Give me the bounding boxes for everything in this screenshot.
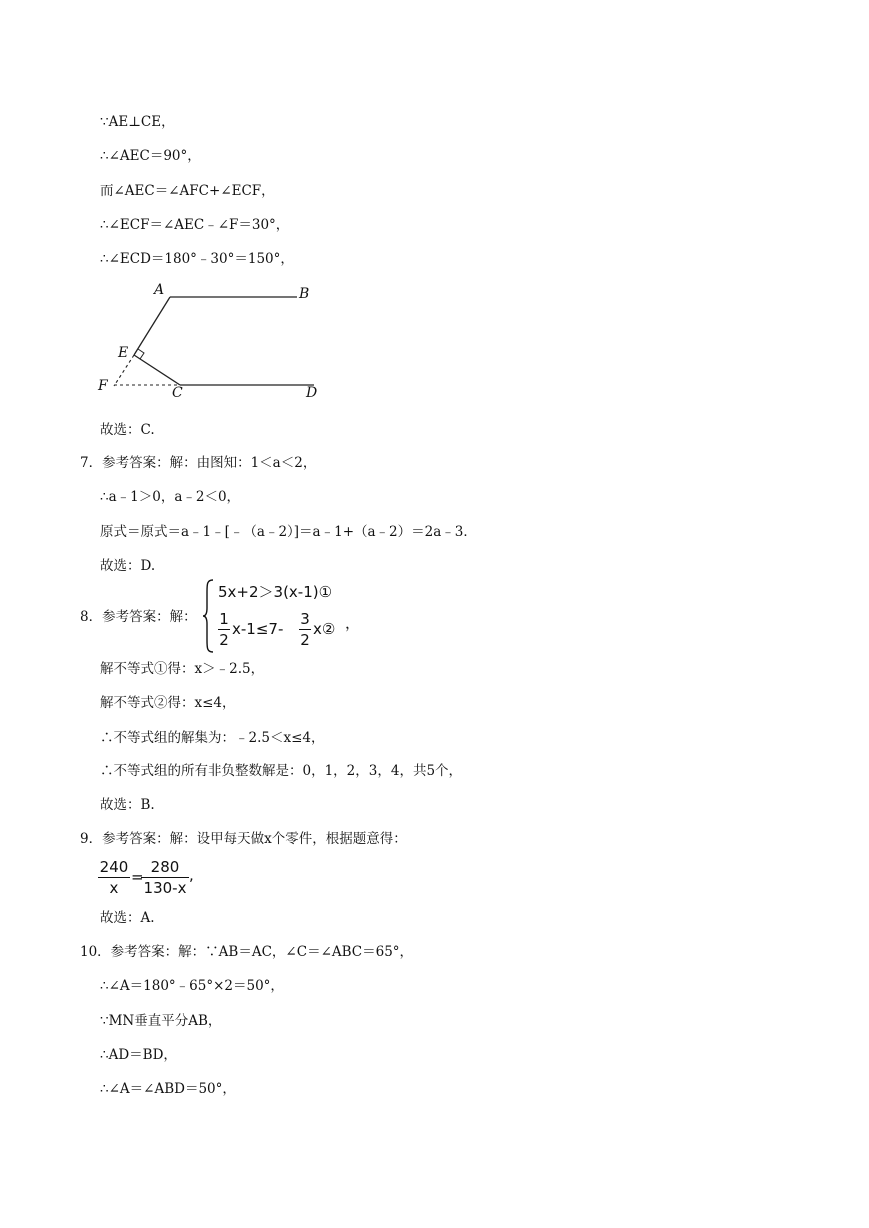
- q8-line-4: ∴不等式组的解集为：﹣2.5＜x≤4，: [100, 730, 325, 746]
- eq9-left-num: 240: [99, 858, 129, 876]
- brace-icon: [202, 578, 214, 654]
- answer-6: 故选：C.: [100, 422, 155, 438]
- system-trailing-comma: ，: [345, 614, 361, 632]
- label-f: F: [98, 378, 108, 394]
- q10-line-3: ∵MN垂直平分AB，: [100, 1013, 222, 1029]
- label-e: E: [118, 345, 129, 361]
- answer-8: 故选：B.: [100, 797, 155, 813]
- frac-1-den: 2: [219, 631, 229, 649]
- line-angle-ecf: ∴∠ECF＝∠AEC﹣∠F＝30°，: [100, 217, 290, 233]
- q10-line-4: ∴AD＝BD，: [100, 1047, 177, 1063]
- q8-line-2: 解不等式①得：x＞﹣2.5，: [100, 661, 265, 677]
- line-ae: [134, 297, 170, 355]
- line-ae-perp-ce: ∵AE⊥CE，: [100, 114, 175, 130]
- geometry-svg: [92, 282, 332, 406]
- q8-line-5: ∴不等式组的所有非负整数解是：0，1，2，3，4，共5个，: [100, 763, 463, 779]
- q7-line-3: 原式＝原式＝a﹣1﹣[﹣（a﹣2）]＝a﹣1+（a﹣2）＝2a﹣3．: [100, 524, 477, 540]
- label-d: D: [306, 385, 318, 401]
- label-b: B: [299, 286, 310, 302]
- answer-7: 故选：D.: [100, 558, 156, 574]
- q7-heading: 7．参考答案：解：由图知：1＜a＜2，: [80, 455, 317, 471]
- line-angle-aec: ∴∠AEC＝90°，: [100, 148, 201, 164]
- q9-heading: 9．参考答案：解：设甲每天做x个零件，根据题意得：: [80, 831, 407, 847]
- q8-heading: 8．参考答案：解：: [80, 609, 197, 625]
- frac-2-den: 2: [300, 631, 310, 649]
- inequality-system: [202, 578, 362, 654]
- q10-line-2: ∴∠A＝180°﹣65°×2＝50°，: [100, 978, 284, 994]
- inequality-1: 5x+2＞3(x-1)①: [218, 583, 333, 601]
- eq9-right-den: 130-x: [143, 879, 187, 897]
- inequality-2-frac-1: [218, 610, 230, 649]
- inequality-2-tail: x②: [313, 620, 336, 638]
- line-angle-ecd: ∴∠ECD＝180°﹣30°＝150°，: [100, 251, 294, 267]
- frac-1-num: 1: [219, 610, 229, 628]
- q10-line-5: ∴∠A＝∠ABD＝50°，: [100, 1081, 236, 1097]
- eq9-equals: =: [131, 868, 144, 886]
- frac-2-num: 3: [300, 610, 310, 628]
- line-angle-sum: 而∠AEC＝∠AFC+∠ECF，: [100, 183, 275, 199]
- answer-9: 故选：A.: [100, 910, 155, 926]
- label-c: C: [172, 385, 183, 401]
- eq9-left-den: x: [109, 879, 119, 897]
- eq9-right-frac: [141, 858, 189, 897]
- line-ec: [134, 355, 180, 385]
- eq9-right-num: 280: [150, 858, 180, 876]
- q10-heading: 10．参考答案：解：∵AB＝AC，∠C＝∠ABC＝65°，: [80, 944, 414, 960]
- inequality-2-mid: x-1≤7-: [232, 620, 284, 638]
- q7-line-2: ∴a﹣1＞0，a﹣2＜0，: [100, 489, 241, 505]
- equation-9: [98, 858, 208, 902]
- eq9-trailing-comma: ,: [189, 866, 194, 884]
- label-a: A: [154, 282, 165, 298]
- eq9-left-frac: [98, 858, 130, 897]
- geometry-figure: [92, 282, 332, 406]
- q8-line-3: 解不等式②得：x≤4，: [100, 695, 236, 711]
- inequality-2-frac-2: [299, 610, 311, 649]
